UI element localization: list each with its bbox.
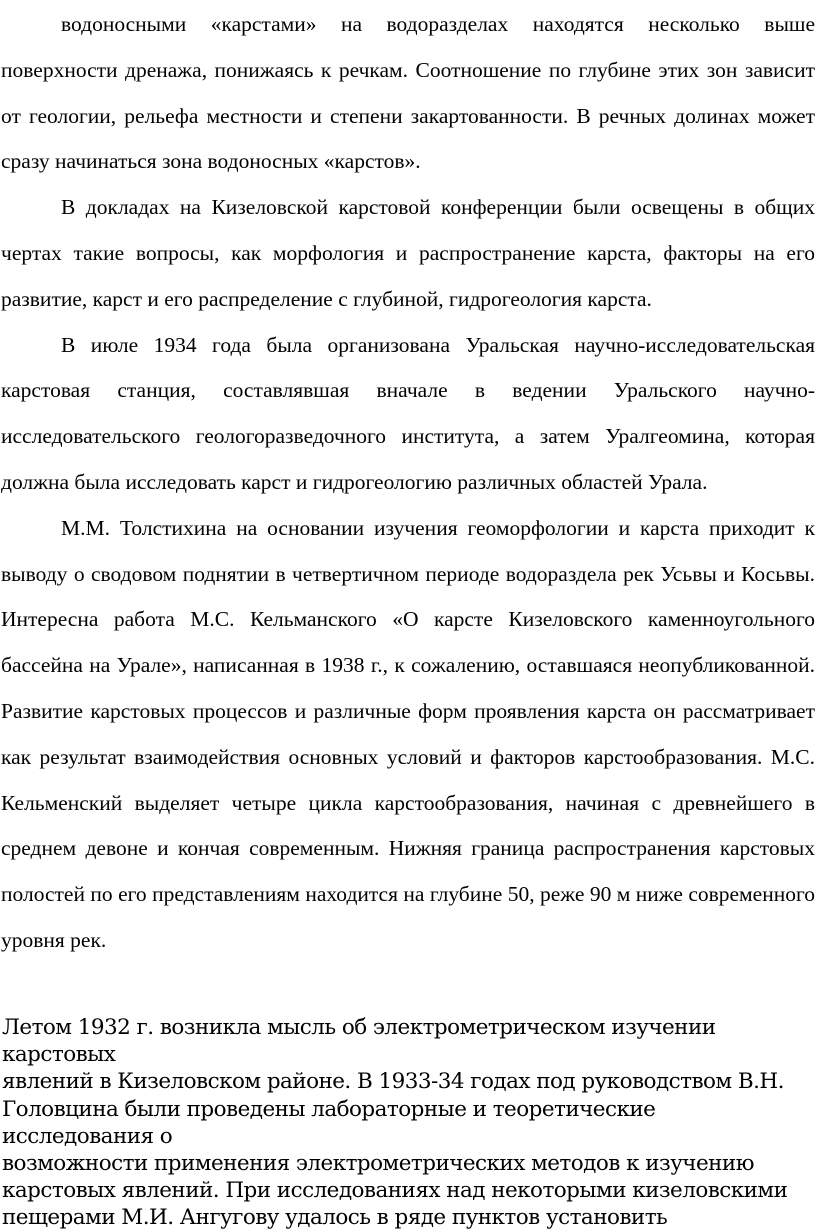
tail-line: Головцина были проведены лабораторные и теоретические исследования о xyxy=(2,1096,656,1149)
tail-line: Летом 1932 г. возникла мысль об электрометрическом изучении карстовых xyxy=(2,1015,716,1068)
tail-line: пещерами М.И. Ангугову удалось в ряде пунктов установить xyxy=(2,1205,668,1231)
paragraph-station-1934: В июле 1934 года была организована Уральская научно-исследовательская карстовая станция, составлявшая вначале в ведении Уральского научно-исследовательского геологоразведочного института, а затем Уралгеомина, которая должна была исследовать карст и гидрогеологию различных областей Урала. xyxy=(1,332,815,494)
tail-line: явлений в Кизеловском районе. В 1933-34 годах под руководством В.Н. xyxy=(2,1069,784,1095)
paragraph-continuation: водоносными «карстами» на водоразделах находятся несколько выше поверхности дренажа, понижаясь к речкам. Соотношение по глубине этих зон зависит от геологии, рельефа местности и степени закартованности. В речных долинах может сразу начинаться зона водоносных «карстов». xyxy=(1,12,815,174)
tail-line: возможности применения электрометрических методов к изучению xyxy=(2,1151,754,1177)
tail-line: карстовых явлений. При исследованиях над некоторыми кизеловскими xyxy=(2,1178,788,1204)
secondary-text-block xyxy=(2,1014,802,1232)
paragraph-conference: В докладах на Кизеловской карстовой конференции были освещены в общих чертах такие вопросы, как морфология и распространение карста, факторы на его развитие, карст и его распределение с глубиной, гидрогеология карста. xyxy=(1,195,815,311)
main-text-block xyxy=(1,2,815,964)
paragraph-tolstikhina: М.М. Толстихина на основании изучения геоморфологии и карста приходит к выводу о сводовом поднятии в четвертичном периоде водораздела рек Усьвы и Косьвы. Интересна работа М.С. Кельманского «О карсте Кизеловского каменноугольного бассейна на Урале», написанная в 1938 г., к сожалению, оставшаяся неопубликованной. Развитие карстовых процессов и различные форм проявления карста он рассматривает как результат взаимодействия основных условий и факторов карстообразования. М.С. Кельменский выделяет четыре цикла карстообразования, начиная с древнейшего в среднем девоне и кончая современным. Нижняя граница распространения карстовых полостей по его представлениям находится на глубине 50, реже 90 м ниже современного уровня рек. xyxy=(1,515,815,952)
